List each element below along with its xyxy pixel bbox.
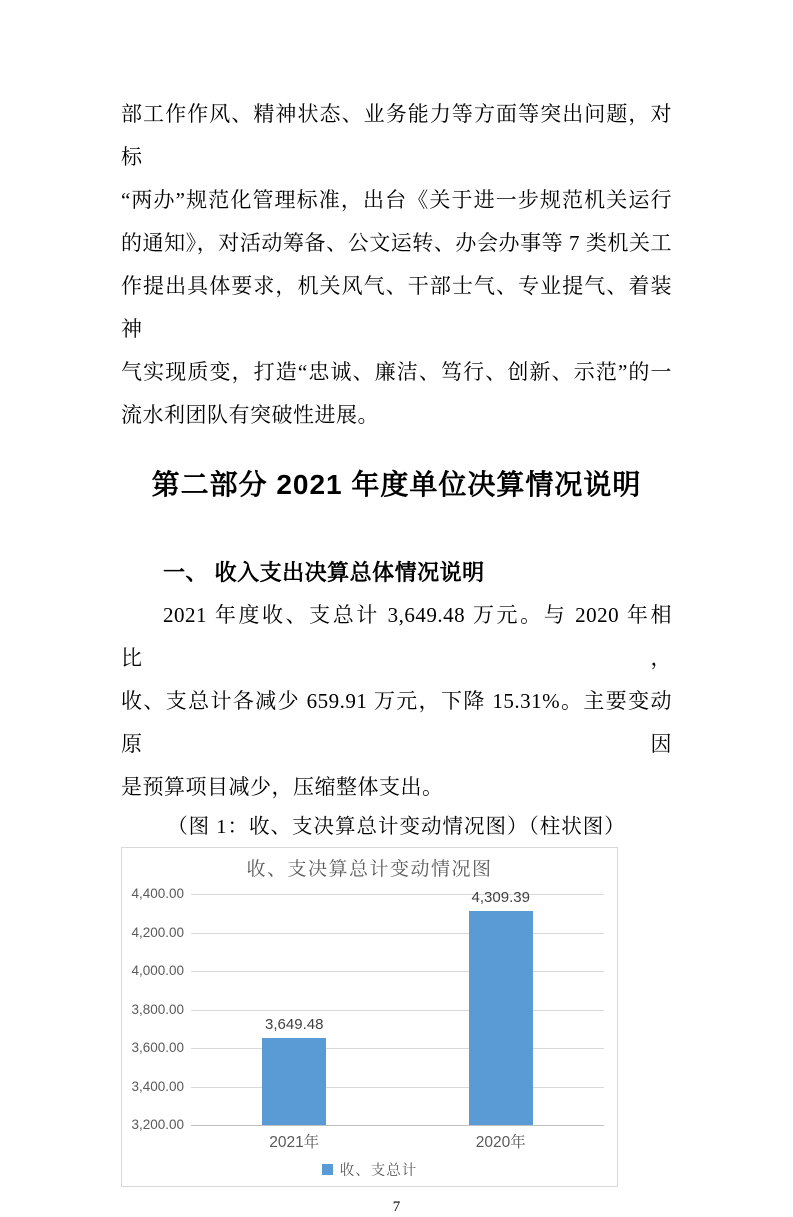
gridline: [191, 1010, 604, 1011]
page-number: 7: [392, 1199, 401, 1215]
x-axis-tick-label: 2020年: [475, 1134, 526, 1151]
text-line: 是预算项目减少，压缩整体支出。: [121, 775, 444, 799]
y-axis-tick-label: 3,800.00: [131, 1001, 184, 1017]
legend-color-swatch-icon: [322, 1164, 333, 1175]
y-axis-tick-label: 3,600.00: [131, 1040, 184, 1055]
gridline: [191, 1087, 604, 1088]
legend-label: 收、支总计: [339, 1163, 418, 1179]
bar-2021年: [262, 1038, 326, 1125]
text-line: 作提出具体要求，机关风气、干部士气、专业提气、着装神: [121, 274, 672, 341]
gridline: [191, 1125, 604, 1126]
text-line: 收、支总计各减少 659.91 万元，下降 15.31%。主要变动原因: [121, 689, 672, 756]
bar-2020年: [469, 911, 533, 1125]
text-line: 流水利团队有突破性进展。: [121, 403, 379, 427]
chart-title: 收、支决算总计变动情况图: [246, 859, 493, 880]
paragraph-work-style: [121, 93, 672, 437]
y-axis-tick-label: 3,200.00: [131, 1117, 184, 1132]
text-line: “两办”规范化管理标准，出台《关于进一步规范机关运行: [121, 188, 672, 212]
gridline: [191, 971, 604, 972]
text-line: 气实现质变，打造“忠诚、廉洁、笃行、创新、示范”的一: [121, 360, 672, 384]
document-page: [0, 93, 793, 1215]
x-axis-tick-label: 2021年: [269, 1134, 320, 1151]
text-line: 部工作作风、精神状态、业务能力等方面等突出问题，对标: [121, 102, 672, 169]
y-axis-tick-label: 4,000.00: [131, 963, 184, 978]
bar-data-label: 3,649.48: [265, 1016, 324, 1033]
text-line: 2021 年度收、支总计 3,649.48 万元。与 2020 年相比，: [121, 603, 672, 670]
page-content: [0, 93, 793, 1217]
text-line: 的通知》，对活动筹备、公文运转、办会办事等 7 类机关工: [121, 231, 672, 255]
figure-caption: （图 1：收、支决算总计变动情况图）（柱状图）: [167, 816, 626, 838]
y-axis-tick-label: 4,400.00: [131, 886, 184, 901]
gridline: [191, 1048, 604, 1049]
chart-legend: [122, 1159, 617, 1180]
gridline: [191, 933, 604, 934]
section-heading: 第二部分 2021 年度单位决算情况说明: [151, 469, 642, 500]
bar-data-label: 4,309.39: [471, 889, 530, 906]
subsection-heading: 一、 收入支出决算总体情况说明: [163, 560, 485, 585]
column-chart: [121, 847, 618, 1187]
paragraph-budget-summary: [121, 594, 672, 809]
y-axis-tick-label: 3,400.00: [131, 1078, 184, 1094]
y-axis-tick-label: 4,200.00: [131, 924, 184, 940]
